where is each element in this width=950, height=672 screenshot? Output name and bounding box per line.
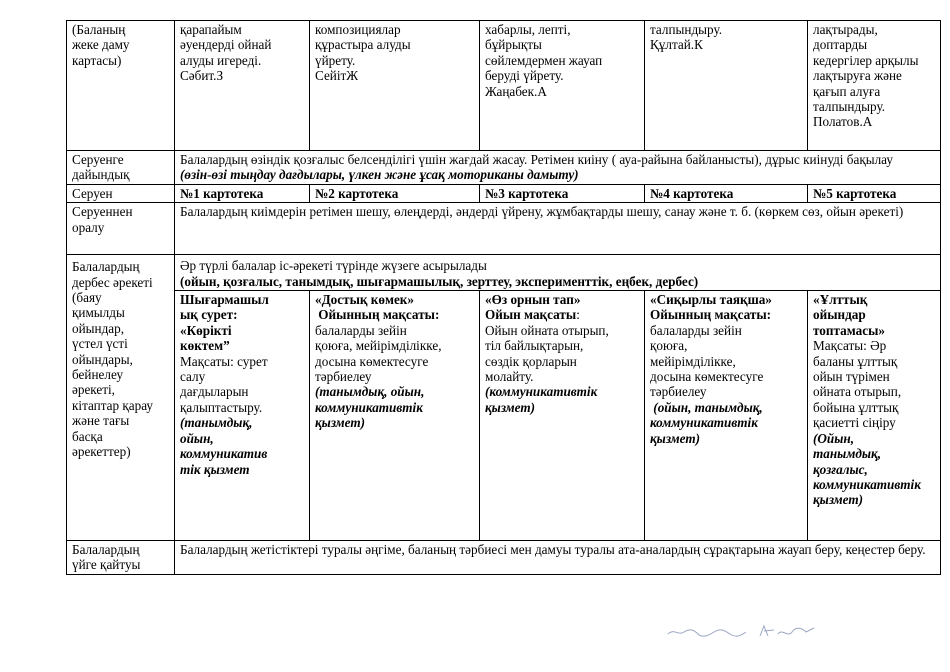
row-label-walk: Серуен	[67, 184, 175, 202]
row-return-from-walk	[67, 203, 941, 255]
row-label-independent-activity: Балалардың дербес әрекеті (баяу қимылды ойындар, үстел үсті ойындары, бейнелеу әрекеті, кітаптар қарау және тағы басқа әрекеттер)	[67, 255, 175, 541]
walk-card-2: №2 картотека	[310, 184, 480, 202]
activity-game-5: «Ұлттық ойындар топтамасы» Мақсаты: Әр баланы ұлттық ойын түрімен ойната отырып, бойына ұлттық қасиетті сіңіру (Ойын, танымдық, қозғалыс, коммуникативтік қызмет)	[808, 291, 941, 541]
activity-game-2: «Достық көмек» Ойынның мақсаты: балаларды зейін қоюға, мейірімділікке, досына көмектесуге тәрбиелеу (танымдық, ойын, коммуникативтік қызмет)	[310, 291, 480, 541]
row-label-going-home: Балалардың үйге қайтуы	[67, 541, 175, 575]
activity-game-4: «Сиқырлы таяқша» Ойынның мақсаты: балаларды зейін қоюға, мейірімділікке, досына көмектесуге тәрбиелеу (ойын, танымдық, коммуникативтік қызмет)	[645, 291, 808, 541]
daily-plan-table	[66, 20, 941, 575]
going-home-text: Балалардың жетістіктері туралы әңгіме, баланың тәрбиесі мен дамуы туралы ата-аналардың сұрақтарына жауап беру, кеңестер беру.	[175, 541, 941, 575]
walk-card-1: №1 картотека	[175, 184, 310, 202]
row-development-card	[67, 21, 941, 151]
row-going-home	[67, 541, 941, 575]
card-cell-2: композициялар құрастыра алуды үйрету. СейітЖ	[310, 21, 480, 151]
card-cell-4: талпындыру. Құлтай.К	[645, 21, 808, 151]
walk-preparation-note: (өзін-өзі тыңдау дағдылары, үлкен және ұсақ моториканы дамыту)	[180, 167, 579, 183]
row-walk-preparation	[67, 151, 941, 185]
row-label-development-card: (Баланың жеке даму картасы)	[67, 21, 175, 151]
walk-card-3: №3 картотека	[480, 184, 645, 202]
activity-game-1: Шығармашыл ық сурет: «Көрікті көктем” Мақсаты: сурет салу дағдыларын қалыптастыру. (танымдық, ойын, коммуникатив тік қызмет	[175, 291, 310, 541]
independent-activity-intro: Әр түрлі балалар іс-әрекеті түрінде жүзеге асырылады (ойын, қозғалыс, танымдық, шығармашылық, зерттеу, эксперименттік, еңбек, дербес)	[175, 255, 941, 291]
row-walk	[67, 184, 941, 202]
walk-preparation-text: Балалардың өзіндік қозғалыс белсенділігі үшін жағдай жасау. Ретімен киіну ( ауа-райына байланысты), дұрыс киінуді бақылау (өзін-өзі тыңдау дағдылары, үлкен және ұсақ моториканы дамыту)	[175, 151, 941, 185]
row-label-walk-preparation: Серуенге дайындық	[67, 151, 175, 185]
walk-card-4: №4 картотека	[645, 184, 808, 202]
return-text: Балалардың киімдерін ретімен шешу, өлеңдерді, әндерді үйрену, жұмбақтарды шешу, санау және т. б. (көркем сөз, ойын әрекеті)	[175, 203, 941, 255]
row-independent-activity-intro	[67, 255, 941, 291]
activity-types: (ойын, қозғалыс, танымдық, шығармашылық, зерттеу, эксперименттік, еңбек, дербес)	[180, 273, 699, 289]
card-cell-3: хабарлы, лепті, бұйрықты сөйлемдермен жауап беруді үйрету. Жаңабек.А	[480, 21, 645, 151]
handwritten-signature	[664, 620, 824, 644]
card-cell-5: лақтырады, доптарды кедергілер арқылы лақтыруға және қағып алуға талпындыру. Полатов.А	[808, 21, 941, 151]
row-label-return: Серуеннен оралу	[67, 203, 175, 255]
card-cell-1: қарапайым әуендерді ойнай алуды игереді. Сәбит.З	[175, 21, 310, 151]
walk-card-5: №5 картотека	[808, 184, 941, 202]
row-independent-activity-games	[67, 291, 941, 541]
activity-game-3: «Өз орнын тап» Ойын мақсаты: Ойын ойнатa отырып, тіл байлықтарын, сөздік қорларын молайту. (коммуникативтік қызмет)	[480, 291, 645, 541]
